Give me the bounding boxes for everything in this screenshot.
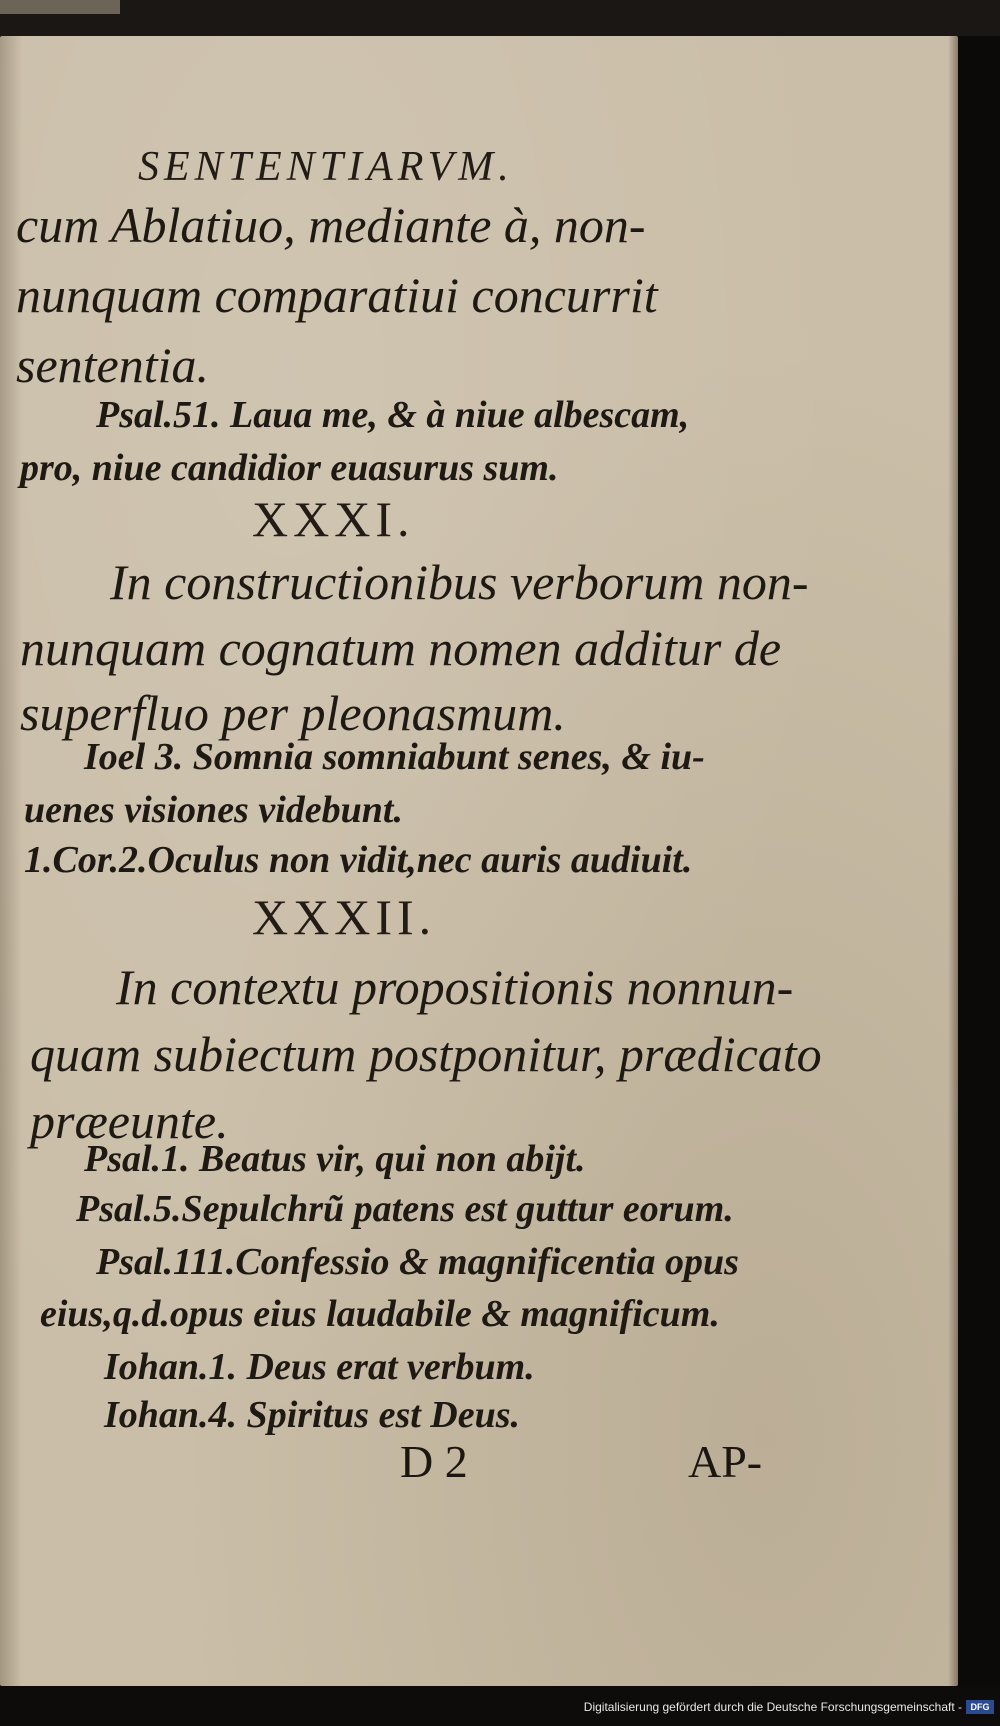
section-31-example-1: Ioel 3. Somnia somniabunt senes, & iu- — [84, 736, 705, 778]
page-edge-shadow — [948, 36, 958, 1686]
section-32-number: XXXII. — [252, 889, 437, 945]
section-32-example-5: Iohan.1. Deus erat verbum. — [104, 1346, 535, 1388]
catchword: AP- — [688, 1436, 763, 1487]
section-31-rule-line-3: superfluo per pleonasmum. — [20, 685, 566, 741]
section-32-rule-line-3: præeunte. — [30, 1093, 229, 1149]
section-31-example-2: uenes visiones videbunt. — [24, 789, 403, 831]
funding-note: Digitalisierung gefördert durch die Deutsche Forschungsgemeinschaft - — [583, 1700, 962, 1714]
quote-1-line-1: Psal.51. Laua me, & à niue albescam, — [96, 394, 690, 436]
running-head: SENTENTIARVM. — [138, 144, 514, 190]
section-32-example-2: Psal.5.Sepulchrũ patens est guttur eorum. — [76, 1188, 734, 1230]
intro-line-1: cum Ablatiuo, mediante à, non- — [16, 197, 646, 253]
quote-1-line-2: pro, niue candidior euasurus sum. — [20, 447, 559, 489]
intro-line-3: sententia. — [16, 337, 210, 393]
section-32-rule-line-2: quam subiectum postponitur, prædicato — [30, 1026, 822, 1082]
section-32-example-4: eius,q.d.opus eius laudabile & magnificum. — [40, 1293, 720, 1335]
section-32-example-3: Psal.111.Confessio & magnificentia opus — [96, 1241, 739, 1283]
section-32-example-1: Psal.1. Beatus vir, qui non abijt. — [84, 1138, 586, 1180]
section-31-example-3: 1.Cor.2.Oculus non vidit,nec auris audiuit. — [24, 839, 693, 881]
signature-mark: D 2 — [400, 1436, 468, 1487]
section-32-rule-line-1: In contextu propositionis nonnun- — [116, 959, 794, 1015]
section-32-example-6: Iohan.4. Spiritus est Deus. — [104, 1394, 521, 1436]
scan-top-edge — [0, 0, 1000, 36]
section-31-number: XXXI. — [252, 491, 415, 547]
dfg-logo: DFG — [966, 1700, 994, 1714]
scan-fragment — [0, 0, 120, 14]
intro-line-2: nunquam comparatiui concurrit — [16, 267, 658, 323]
section-31-rule-line-1: In constructionibus verborum non- — [110, 554, 809, 610]
section-31-rule-line-2: nunquam cognatum nomen additur de — [20, 620, 782, 676]
